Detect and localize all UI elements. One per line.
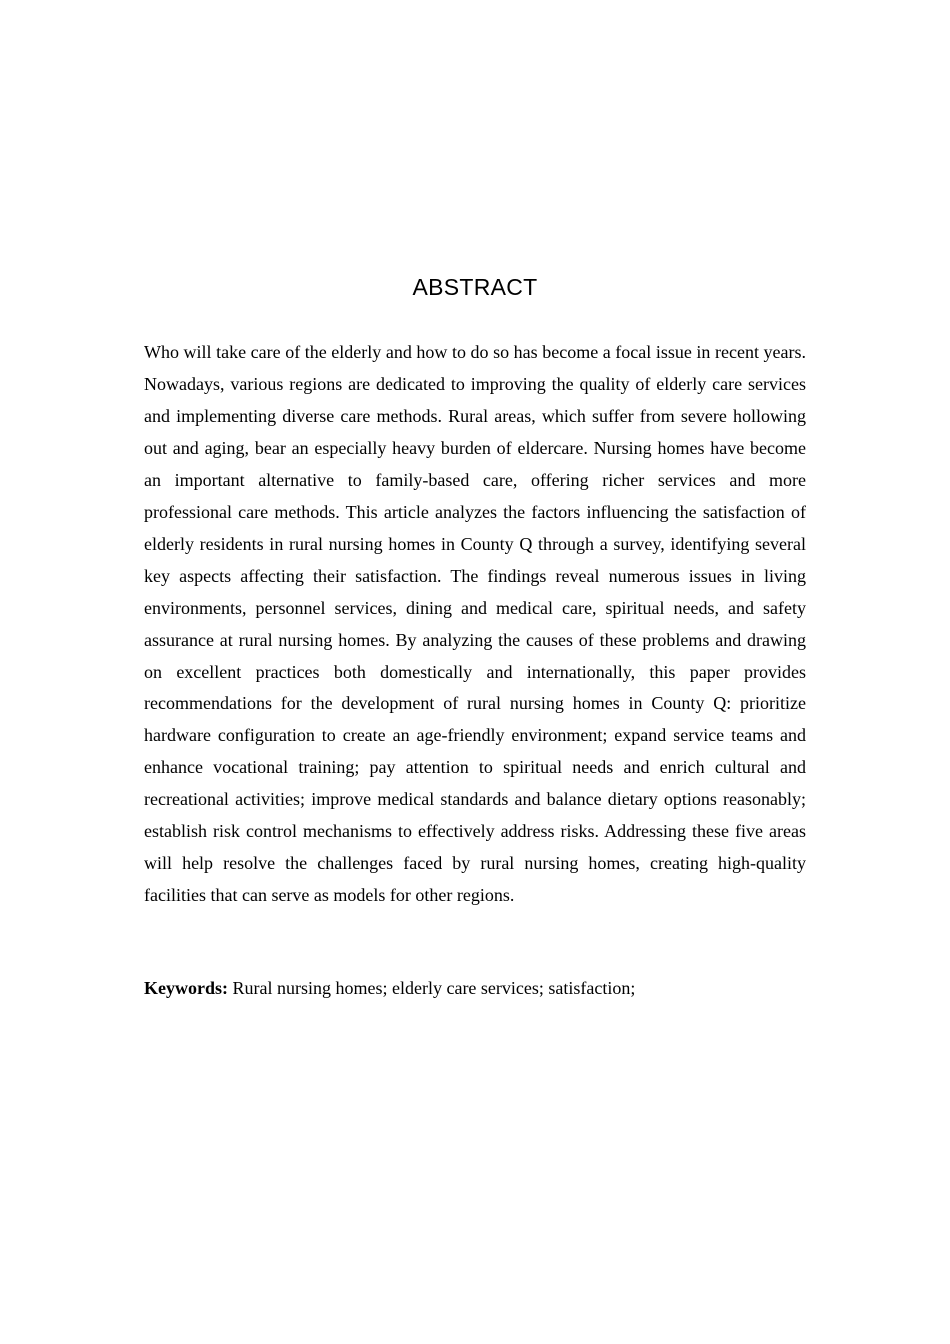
abstract-heading: ABSTRACT xyxy=(412,274,538,300)
keywords-label: Keywords: xyxy=(144,978,228,998)
abstract-body-text: Who will take care of the elderly and how to do so has become a focal issue in recent years. Nowadays, various regions are dedicated to improving the quality of elderly care services and implementing diverse care methods. Rural areas, which suffer from severe hollowing out and aging, bear an especially heavy burden of eldercare. Nursing homes have become an important alternative to family-based care, offering richer services and more professional care methods. This article analyzes the factors influencing the satisfaction of elderly residents in rural nursing homes in County Q through a survey, identifying several key aspects affecting their satisfaction. The findings reveal numerous issues in living environments, personnel services, dining and medical care, spiritual needs, and safety assurance at rural nursing homes. By analyzing the causes of these problems and drawing on excellent practices both domestically and internationally, this paper provides recommendations for the development of rural nursing homes in County Q: prioritize hardware configuration to create an age-friendly environment; expand service teams and enhance vocational training; pay attention to spiritual needs and enrich cultural and recreational activities; improve medical standards and balance dietary options reasonably; establish risk control mechanisms to effectively address risks. Addressing these five areas will help resolve the challenges faced by rural nursing homes, creating high-quality facilities that can serve as models for other regions. xyxy=(144,342,806,906)
keywords-text: Rural nursing homes; elderly care services; satisfaction; xyxy=(228,978,636,998)
keywords-line xyxy=(144,973,806,1004)
